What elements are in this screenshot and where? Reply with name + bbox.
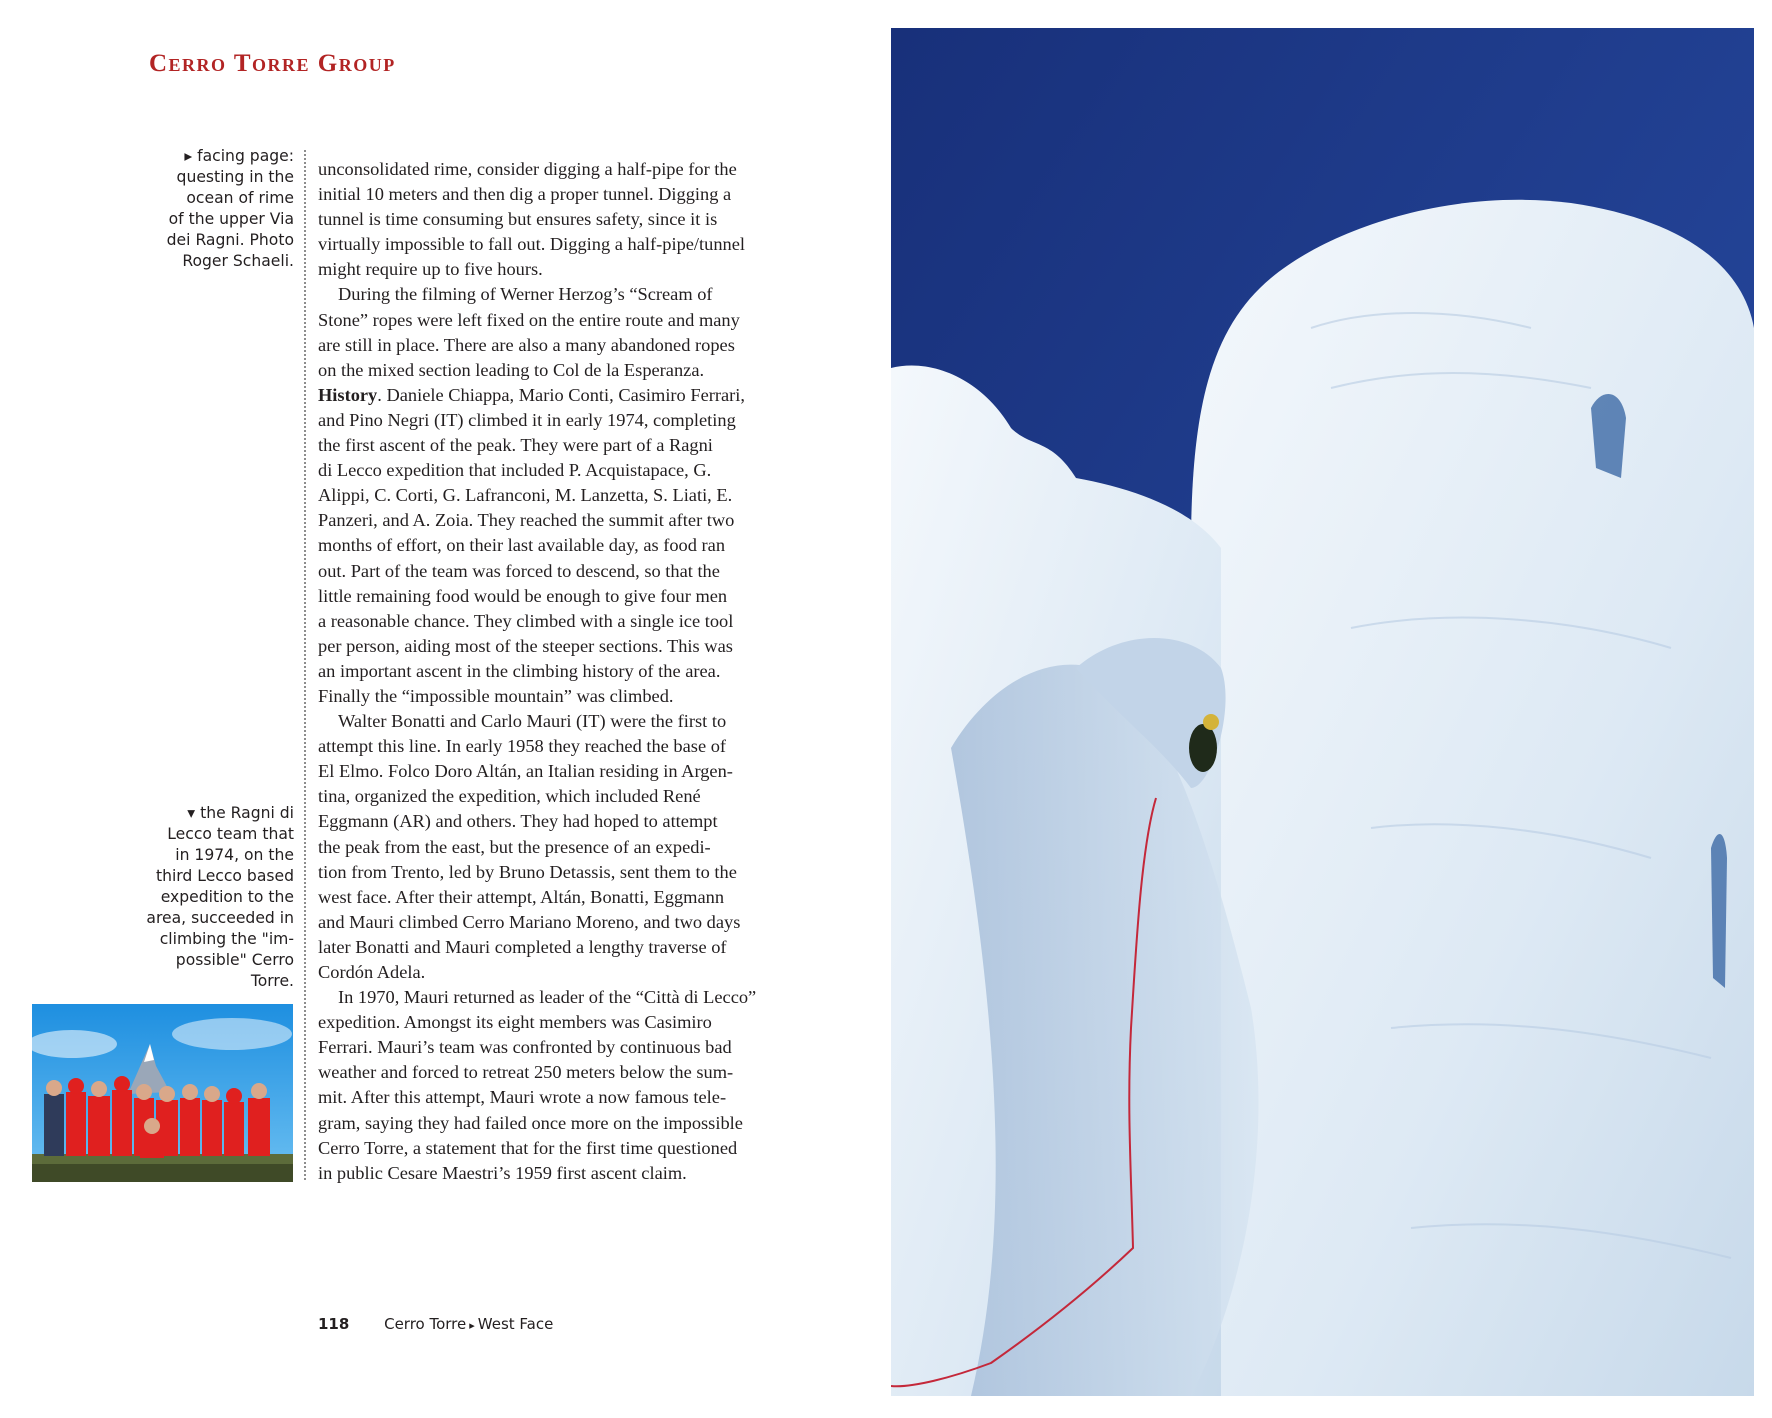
breadcrumb-route: West Face xyxy=(477,1315,554,1333)
team-photo-caption: ▾ the Ragni di Lecco team that in 1974, on the third Lecco based expedition to the area, succeeded in climbing the "im- possible" Cerro Torre. xyxy=(146,804,294,990)
breadcrumb-arrow-icon: ▸ xyxy=(469,1319,475,1332)
caption-arrow-right-icon: ▸ xyxy=(184,147,193,165)
history-heading: History xyxy=(318,384,378,405)
main-body-text: unconsolidated rime, consider digging a half-pipe for the initial 10 meters and then dig a proper tunnel. Digging a tunnel is time consuming but ensures safety, since it is virtually impossible to fall out. Digging a half-pipe/tunnel might require up to five hours. During the filming of Werner Herzog’s “Scream of Stone” ropes were left fixed on the entire route and many are still in place. There are also a many abandoned ropes on the mixed section leading to Col de la Esperanza. History. Daniele Chiappa, Mario Conti, Casimiro Ferrari, and Pino Negri (IT) climbed it in early 1974, completing the first ascent of the peak. They were part of a Ragni di Lecco expedition that included P. Acquistapace, G. Alippi, C. Corti, G. Lafranconi, M. Lanzetta, S. Liati, E. Panzeri, and A. Zoia. They reached the summit after two months of effort, on their last available day, as food ran out. Part of the team was forced to descend, so that the little remaining food would be enough to give four men a reasonable chance. They climbed with a single ice tool per person, aiding most of the steeper sections. This was an important ascent in the climbing history of the area. Finally the “impossible mountain” was climbed. Walter Bonatti and Carlo Mauri (IT) were the first to attempt this line. In early 1958 they reached the base of El Elmo. Folco Doro Altán, an Italian residing in Argen- tina, organized the expedition, which included René Eggmann (AR) and others. They had hoped to attempt the peak from the east, but the presence of an expedi- tion from Trento, led by Bruno Detassis, sent them to the west face. After their attempt, Altán, Bonatti, Eggmann and Mauri climbed Cerro Mariano Moreno, and two days later Bonatti and Mauri completed a lengthy traverse of Cordón Adela. In 1970, Mauri returned as leader of the “Città di Lecco” expedition. Amongst its eight members was Casimiro Ferrari. Mauri’s team was confronted by continuous bad weather and forced to retreat 250 meters below the sum- mit. After this attempt, Mauri wrote a now famous tele- gram, saying they had failed once more on the impossible Cerro Torre, a statement that for the first time questioned in public Cesare Maestri’s 1959 first ascent claim. xyxy=(318,159,757,1183)
breadcrumb-chapter: Cerro Torre xyxy=(384,1315,467,1333)
page-number: 118 xyxy=(318,1315,350,1333)
sidebar-captions xyxy=(100,0,294,1418)
dotted-column-divider xyxy=(304,150,306,1180)
facing-page-caption: ▸ facing page: questing in the ocean of rime of the upper Via dei Ragni. Photo Roger Schaeli. xyxy=(166,147,294,270)
section-title: Cerro Torre Group xyxy=(149,50,396,77)
rime-climbing-photo xyxy=(891,28,1754,1396)
caption-arrow-down-icon: ▾ xyxy=(187,804,196,822)
page-footer xyxy=(318,1315,553,1333)
team-group-photo xyxy=(32,1004,293,1182)
